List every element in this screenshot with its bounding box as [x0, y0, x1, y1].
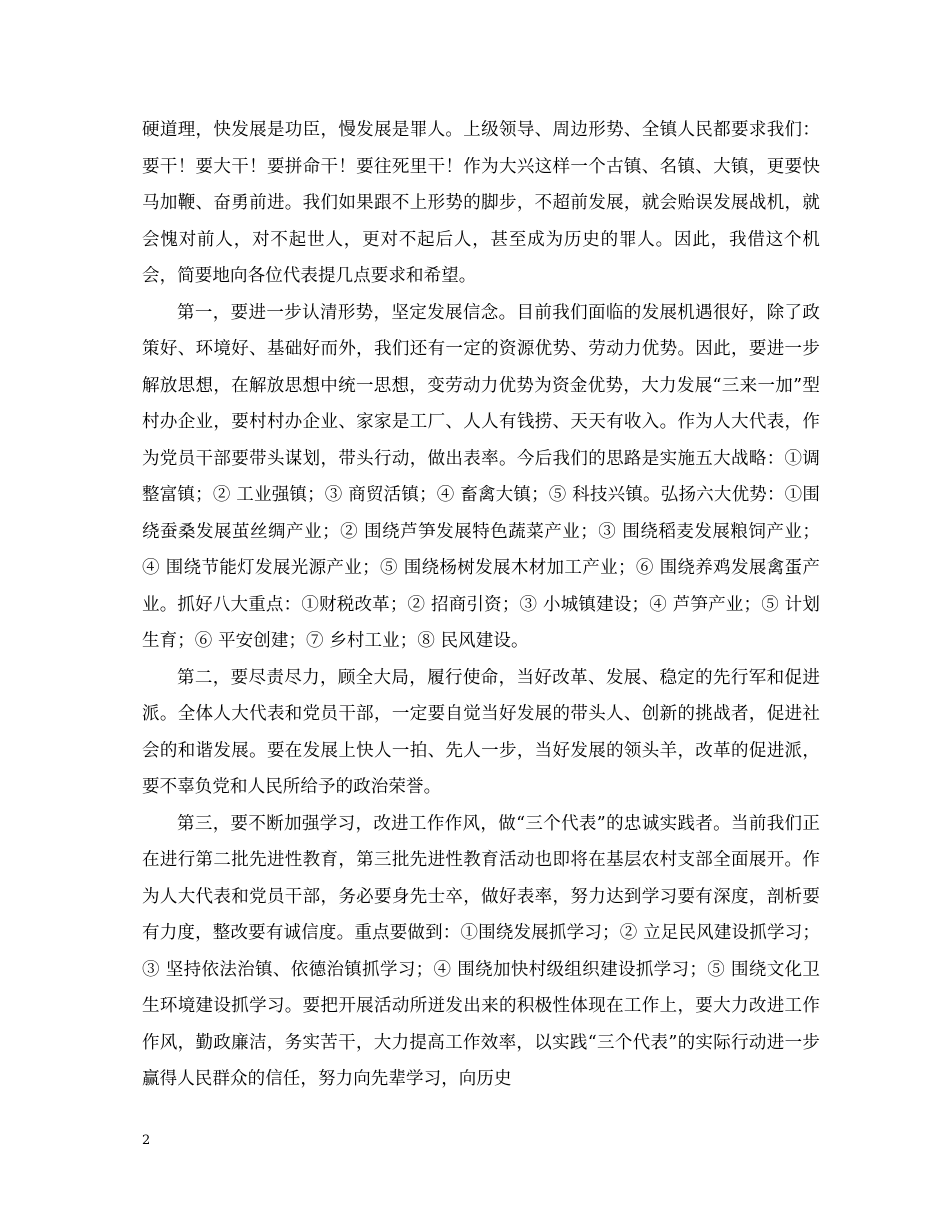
paragraph-1: 硬道理，快发展是功臣，慢发展是罪人。上级领导、周边形势、全镇人民都要求我们：要干！要大干！要拼命干！要往死里干！作为大兴这样一个古镇、名镇、大镇，更要快马加鞭、奋勇前进。我们如果跟不上形势的脚步，不超前发展，就会贻误发展战机，就会愧对前人，对不起世人，更对不起后人，甚至成为历史的罪人。因此，我借这个机会，简要地向各位代表提几点要求和希望。 — [142, 120, 820, 286]
page-number: 2 — [142, 1133, 151, 1148]
document-body — [142, 112, 820, 1098]
paragraph-3: 第二，要尽责尽力，顾全大局，履行使命，当好改革、发展、稳定的先行军和促进派。全体人大代表和党员干部，一定要自觉当好发展的带头人、创新的挑战者，促进社会的和谐发展。要在发展上快人一拍、先人一步，当好发展的领头羊，改革的促进派，要不辜负党和人民所给予的政治荣誉。 — [142, 667, 820, 797]
paragraph-2: 第一，要进一步认清形势，坚定发展信念。目前我们面临的发展机遇很好，除了政策好、环境好、基础好而外，我们还有一定的资源优势、劳动力优势。因此，要进一步解放思想，在解放思想中统一思想，变劳动力优势为资金优势，大力发展“三来一加”型村办企业，要村村办企业、家家是工厂、人人有钱捞、天天有收入。作为人大代表，作为党员干部要带头谋划，带头行动，做出表率。今后我们的思路是实施五大战略：①调整富镇；② 工业强镇；③ 商贸活镇；④ 畜禽大镇；⑤ 科技兴镇。弘扬六大优势：①围绕蚕桑发展茧丝绸产业；② 围绕芦笋发展特色蔬菜产业；③ 围绕稻麦发展粮饲产业；④ 围绕节能灯发展光源产业；⑤ 围绕杨树发展木材加工产业；⑥ 围绕养鸡发展禽蛋产业。抓好八大重点：①财税改革；② 招商引资；③ 小城镇建设；④ 芦笋产业；⑤ 计划生育；⑥ 平安创建；⑦ 乡村工业；⑧ 民风建设。 — [142, 302, 820, 651]
paragraph-4: 第三，要不断加强学习，改进工作作风，做“三个代表”的忠诚实践者。当前我们正在进行第二批先进性教育，第三批先进性教育活动也即将在基层农村支部全面展开。作为人大代表和党员干部，务必要身先士卒，做好表率，努力达到学习要有深度，剖析要有力度，整改要有诚信度。重点要做到：①围绕发展抓学习；② 立足民风建设抓学习；③ 坚持依法治镇、依德治镇抓学习；④ 围绕加快村级组织建设抓学习；⑤ 围绕文化卫生环境建设抓学习。要把开展活动所迸发出来的积极性体现在工作上，要大力改进工作作风，勤政廉洁，务实苦干，大力提高工作效率，以实践“三个代表”的实际行动进一步赢得人民群众的信任，努力向先辈学习，向历史 — [142, 813, 820, 1089]
